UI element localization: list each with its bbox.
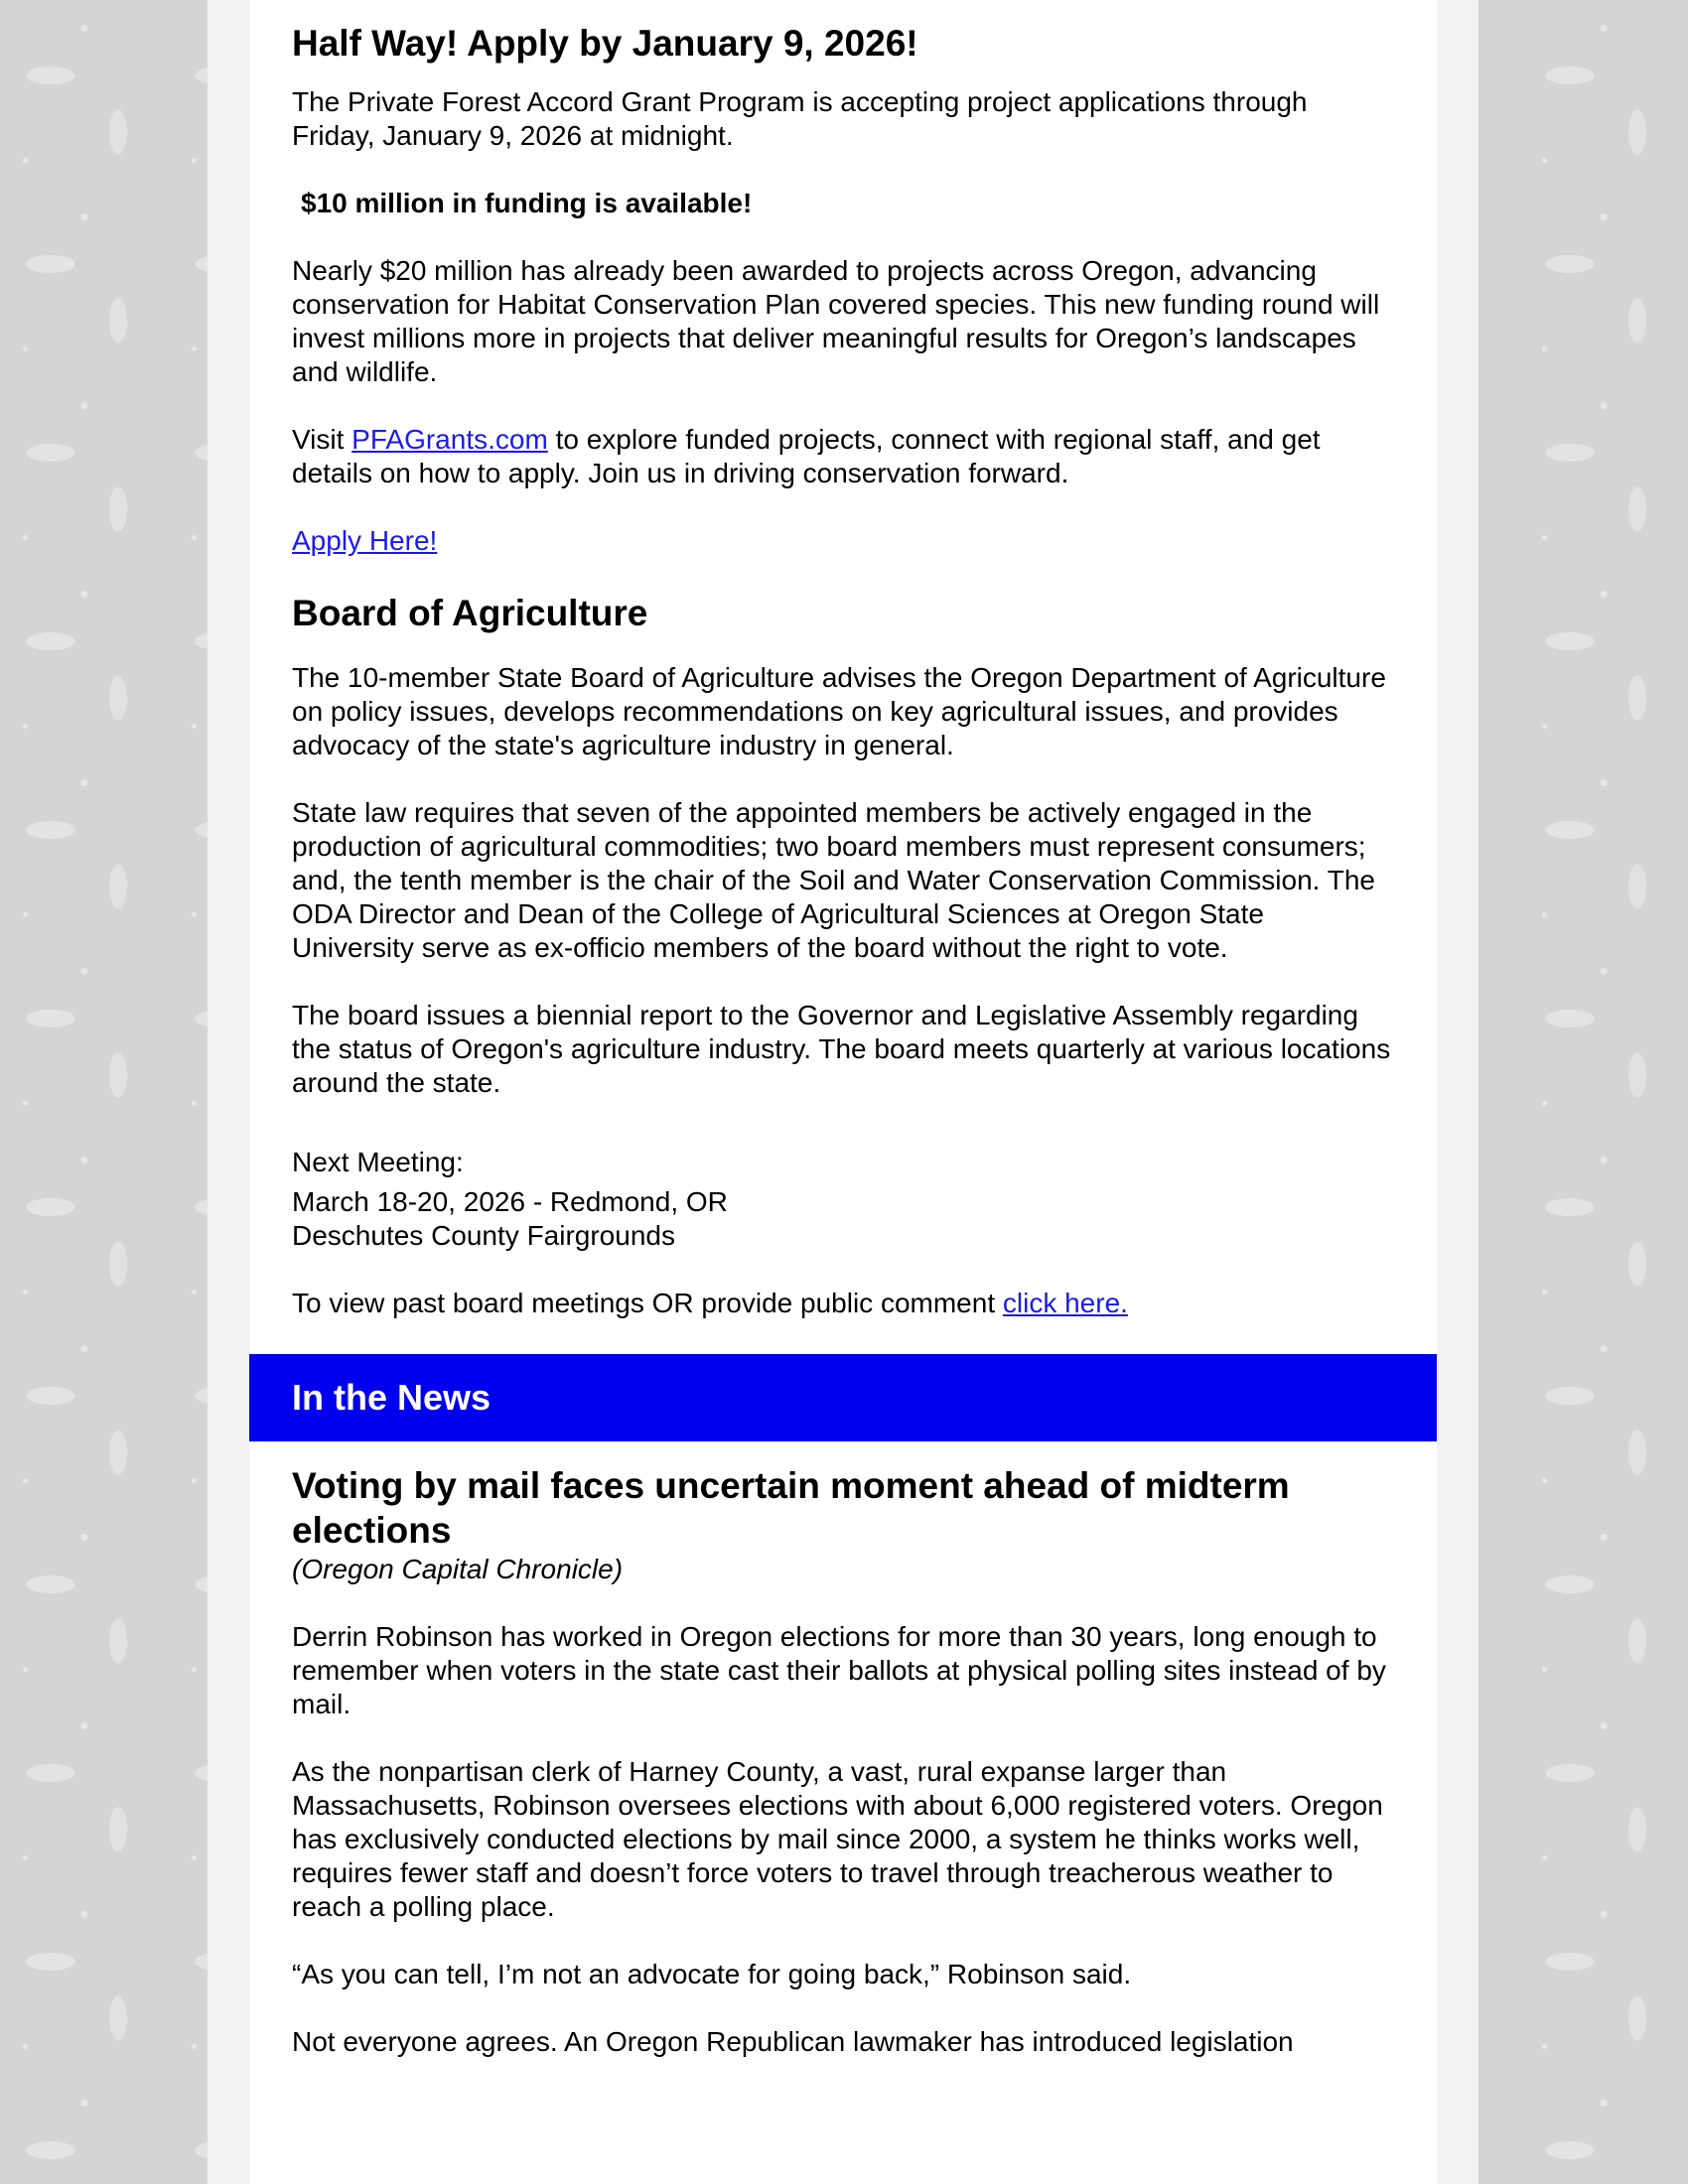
- meeting-details: [292, 1185, 1393, 1253]
- pfagrants-link[interactable]: PFAGrants.com: [352, 424, 548, 455]
- click-here-link[interactable]: click here.: [1002, 1288, 1128, 1318]
- board-paragraph-2: State law requires that seven of the appointed members be actively engaged in the production of agricultural commodities; two board members must represent consumers; and, the tenth member is the chair of the Soil and Water Conservation Commission. The ODA Director and Dean of the College of Agricultural Sciences at Oregon State University serve as ex-officio members of the board without the right to vote.: [292, 797, 1375, 963]
- news-source: (Oregon Capital Chronicle): [292, 1554, 624, 1584]
- meeting-date: March 18-20, 2026 - Redmond, OR: [292, 1186, 728, 1217]
- news-banner: In the News: [249, 1354, 1437, 1441]
- next-meeting-label: Next Meeting:: [292, 1147, 464, 1177]
- grant-section: [249, 0, 1437, 1320]
- grant-heading: Half Way! Apply by January 9, 2026!: [292, 23, 918, 64]
- grant-visit: [292, 423, 1393, 490]
- newsletter-card: [249, 0, 1437, 2184]
- visit-prefix: Visit: [292, 424, 352, 455]
- news-paragraph-4: Not everyone agrees. An Oregon Republican lawmaker has introduced legislation: [292, 2026, 1294, 2057]
- apply-here-link[interactable]: Apply Here!: [292, 525, 438, 556]
- news-paragraph-2: As the nonpartisan clerk of Harney County, a vast, rural expanse larger than Massachusetts, Robinson oversees elections with about 6,000 registered voters. Oregon has exclusively conducted elections by mail since 2000, a system he thinks works well, requires fewer staff and doesn’t force voters to travel through treacherous weather to reach a polling place.: [292, 1756, 1383, 1922]
- grant-body: Nearly $20 million has already been awarded to projects across Oregon, advancing conservation for Habitat Conservation Plan covered species. This new funding round will invest millions more in projects that deliver meaningful results for Oregon’s landscapes and wildlife.: [292, 255, 1380, 387]
- grant-intro: The Private Forest Accord Grant Program is accepting project applications through Friday, January 9, 2026 at midnight.: [292, 86, 1308, 151]
- news-paragraph-1: Derrin Robinson has worked in Oregon elections for more than 30 years, long enough to remember when voters in the state cast their ballots at physical polling sites instead of by mail.: [292, 1621, 1386, 1719]
- board-paragraph-3: The board issues a biennial report to the Governor and Legislative Assembly regarding the status of Oregon's agriculture industry. The board meets quarterly at various locations around the state.: [292, 1000, 1391, 1098]
- past-meetings: [292, 1287, 1393, 1320]
- board-heading: Board of Agriculture: [292, 593, 648, 633]
- past-prefix: To view past board meetings OR provide public comment: [292, 1288, 1003, 1318]
- news-paragraph-3: “As you can tell, I’m not an advocate for going back,” Robinson said.: [292, 1959, 1132, 1989]
- meeting-venue: Deschutes County Fairgrounds: [292, 1220, 675, 1251]
- board-paragraph-1: The 10-member State Board of Agriculture advises the Oregon Department of Agriculture on policy issues, develops recommendations on key agricultural issues, and provides advocacy of the state's agriculture industry in general.: [292, 662, 1386, 760]
- visit-suffix: to explore funded projects, connect with regional staff, and get details on how to apply. Join us in driving conservation forward.: [292, 424, 1321, 488]
- apply-paragraph: [292, 524, 1393, 558]
- news-article-title: Voting by mail faces uncertain moment ahead of midterm elections: [292, 1465, 1290, 1551]
- grant-funding: $10 million in funding is available!: [301, 188, 753, 218]
- news-section: [249, 1441, 1437, 2059]
